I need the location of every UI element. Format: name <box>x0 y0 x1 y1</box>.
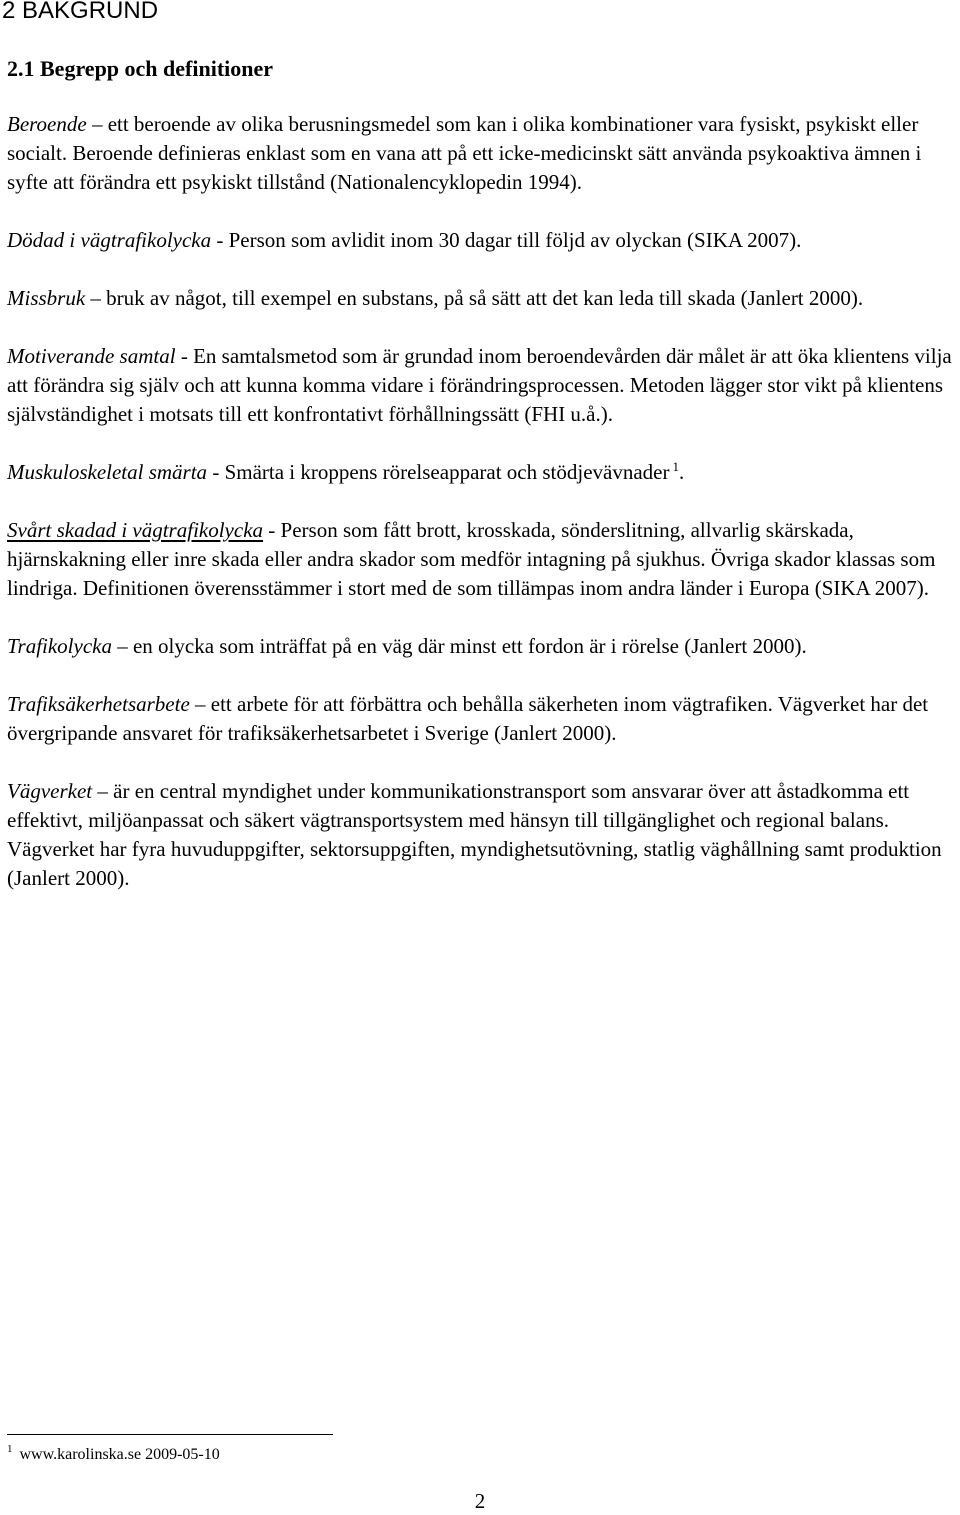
section-heading: 2.1 Begrepp och definitioner <box>7 56 274 81</box>
definition-separator: – <box>111 634 133 658</box>
definition-trafikolycka <box>7 632 959 661</box>
definition-dodad-i-vagtrafikolycka <box>7 226 959 255</box>
footnote <box>7 1444 220 1466</box>
definition-text: Person som fått brott, krosskada, sönderslitning, allvarlig skärskada, hjärnskakning eller inre skada eller andra skador som medför intagning på sjukhus. Övriga skador klassas som lindriga. Definitionen överensstämmer i stort med de som tillämpas inom andra länder i Europa (SIKA 2007). <box>7 518 936 600</box>
definition-beroende <box>7 110 959 197</box>
definition-separator: - <box>175 344 194 368</box>
definition-muskuloskeletal-smarta <box>7 458 959 487</box>
definition-missbruk <box>7 284 959 313</box>
definition-separator: - <box>211 228 229 252</box>
definition-text: Person som avlidit inom 30 dagar till följd av olyckan (SIKA 2007). <box>228 228 802 252</box>
definition-text-end: . <box>678 460 685 484</box>
definition-separator: – <box>189 692 211 716</box>
page-number: 2 <box>474 1489 486 1513</box>
definition-text: Smärta i kroppens rörelseapparat och stödjevävnader <box>224 460 670 484</box>
definition-text: ett beroende av olika berusningsmedel som kan i olika kombinationer vara fysiskt, psykiskt eller socialt. Beroende definieras enklast som en vana att på ett icke-medicinskt sätt använda psykoaktiva ämnen i syfte att förändra ett psykiskt tillstånd (Nationalencyklopedin 1994). <box>7 112 922 194</box>
definition-term: Trafiksäkerhetsarbete <box>7 692 190 716</box>
definition-separator: - <box>263 518 281 542</box>
definition-text: bruk av något, till exempel en substans, på så sätt att det kan leda till skada (Janlert 2000). <box>106 286 864 310</box>
definition-term: Motiverande samtal <box>7 344 176 368</box>
definition-term: Muskuloskeletal smärta <box>7 460 208 484</box>
definition-term: Svårt skadad i vägtrafikolycka <box>7 518 264 542</box>
definition-svart-skadad-i-vagtrafikolycka <box>7 516 959 603</box>
definition-term: Vägverket <box>7 779 93 803</box>
definition-text: en olycka som inträffat på en väg där minst ett fordon är i rörelse (Janlert 2000). <box>132 634 807 658</box>
footnote-reference[interactable]: 1 <box>672 459 679 474</box>
definition-term: Beroende <box>7 112 87 136</box>
definition-motiverande-samtal <box>7 342 959 429</box>
definition-text: är en central myndighet under kommunikationstransport som ansvarar över att åstadkomma ett effektivt, miljöanpassat och säkert vägtransportsystem med hänsyn till tillgänglighet och regional balans. Vägverket har fyra huvuduppgifter, sektorsuppgiften, myndighetsutövning, statlig väghållning samt produktion (Janlert 2000). <box>7 779 942 890</box>
definition-vagverket <box>7 777 959 893</box>
definition-text: En samtalsmetod som är grundad inom beroendevården där målet är att öka klientens vilja att förändra sig själv och att kunna komma vidare i förändringsprocessen. Metoden lägger stor vikt på klientens självständighet i motsats till ett konfrontativt förhållningssätt (FHI u.å.). <box>7 344 952 426</box>
definition-separator: – <box>86 112 108 136</box>
footnote-text: www.karolinska.se 2009-05-10 <box>19 1446 220 1463</box>
definition-trafiksakerhetsarbete <box>7 690 959 748</box>
footnote-number: 1 <box>7 1443 13 1455</box>
chapter-heading: 2 BAKGRUND <box>2 0 159 24</box>
definition-term: Dödad i vägtrafikolycka <box>7 228 212 252</box>
definition-separator: – <box>92 779 114 803</box>
definition-separator: - <box>207 460 225 484</box>
definition-separator: – <box>85 286 107 310</box>
footnote-divider <box>7 1434 333 1435</box>
definition-term: Trafikolycka <box>7 634 112 658</box>
definitions-list <box>7 110 959 922</box>
definition-text: ett arbete för att förbättra och behålla säkerheten inom vägtrafiken. Vägverket har det övergripande ansvaret för trafiksäkerhetsarbetet i Sverige (Janlert 2000). <box>7 692 929 745</box>
definition-term: Missbruk <box>7 286 86 310</box>
